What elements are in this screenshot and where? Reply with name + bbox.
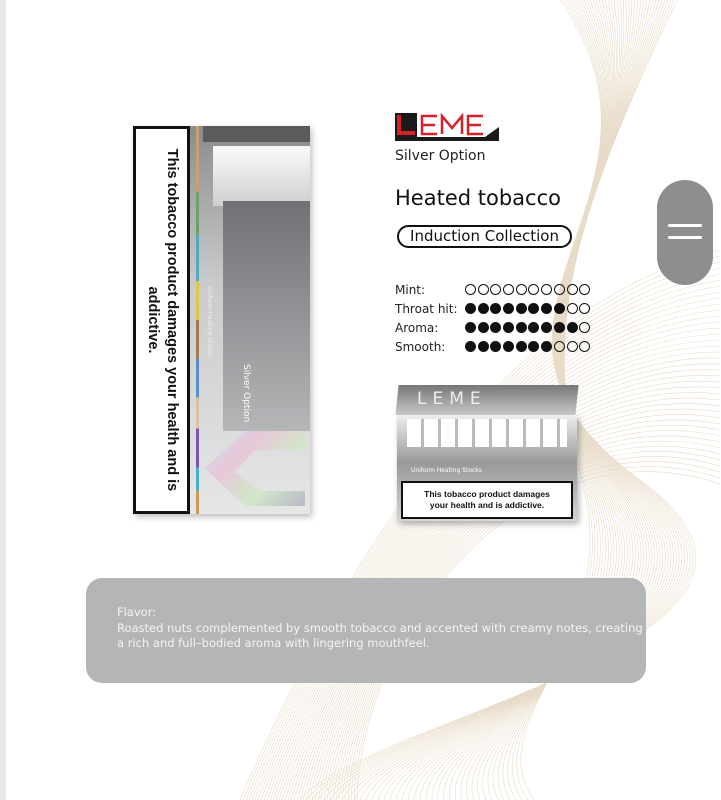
rating-dots [465, 284, 590, 295]
filled-dot-icon [528, 303, 539, 314]
empty-dot-icon [567, 341, 578, 352]
hamburger-menu-icon-line [668, 236, 702, 239]
pack-top [203, 126, 310, 142]
filled-dot-icon [567, 322, 578, 333]
empty-dot-icon [579, 322, 590, 333]
pack-option: Silver Option [241, 364, 251, 423]
empty-dot-icon [478, 284, 489, 295]
filled-dot-icon [490, 322, 501, 333]
empty-dot-icon [567, 284, 578, 295]
filled-dot-icon [503, 322, 514, 333]
box-logo: LEME [417, 389, 487, 409]
flavor-description [86, 578, 646, 683]
filled-dot-icon [465, 303, 476, 314]
filled-dot-icon [478, 322, 489, 333]
filled-dot-icon [490, 341, 501, 352]
rating-label: Smooth: [395, 340, 446, 354]
filled-dot-icon [490, 303, 501, 314]
empty-dot-icon [554, 284, 565, 295]
empty-dot-icon [465, 284, 476, 295]
empty-dot-icon [541, 284, 552, 295]
hamburger-menu-icon [668, 224, 702, 227]
empty-dot-icon [579, 284, 590, 295]
filled-dot-icon [503, 303, 514, 314]
pack-hologram [205, 431, 305, 506]
product-pack-image [133, 126, 310, 514]
collection-badge: Induction Collection [397, 225, 572, 248]
box-warning-line: your health and is addictive. [429, 500, 545, 510]
empty-dot-icon [579, 341, 590, 352]
flavor-title: Flavor: [117, 605, 157, 619]
empty-dot-icon [579, 303, 590, 314]
pack-color-stripe [196, 126, 199, 514]
empty-dot-icon [503, 284, 514, 295]
filled-dot-icon [528, 322, 539, 333]
filled-dot-icon [541, 341, 552, 352]
filled-dot-icon [465, 322, 476, 333]
filled-dot-icon [516, 322, 527, 333]
heating-sticks [407, 419, 567, 447]
empty-dot-icon [516, 284, 527, 295]
flavor-text: Roasted nuts complemented by smooth tobacco and accented with creamy notes, creating [117, 620, 643, 635]
empty-dot-icon [554, 341, 565, 352]
filled-dot-icon [554, 303, 565, 314]
filled-dot-icon [478, 341, 489, 352]
rating-dots [465, 341, 590, 352]
empty-dot-icon [528, 284, 539, 295]
empty-dot-icon [490, 284, 501, 295]
empty-dot-icon [567, 303, 578, 314]
pack-subtitle: Uniform Heating Stocks [206, 286, 213, 357]
pack-panel-dark [223, 201, 310, 431]
flavor-text: a rich and full–bodied aroma with lingering mouthfeel. [117, 636, 430, 650]
filled-dot-icon [503, 341, 514, 352]
box-warning-line: This tobacco product damages [424, 489, 550, 499]
box-subtitle: Uniform Heating Stocks [411, 467, 482, 474]
rating-label: Aroma: [395, 321, 439, 335]
filled-dot-icon [528, 341, 539, 352]
filled-dot-icon [478, 303, 489, 314]
leme-logo [395, 113, 499, 141]
filled-dot-icon [516, 303, 527, 314]
product-box-image [397, 385, 577, 521]
filled-dot-icon [516, 341, 527, 352]
rating-label: Mint: [395, 283, 426, 297]
pack-panel [213, 146, 310, 206]
box-warning [401, 481, 573, 519]
filled-dot-icon [541, 322, 552, 333]
pack-warning-panel [133, 126, 190, 514]
filled-dot-icon [541, 303, 552, 314]
variant-name: Silver Option [395, 148, 486, 164]
rating-dots [465, 322, 590, 333]
rating-dots [465, 303, 590, 314]
filled-dot-icon [465, 341, 476, 352]
box-body [397, 415, 577, 521]
menu-button[interactable] [657, 180, 713, 285]
rating-label: Throat hit: [395, 302, 458, 316]
filled-dot-icon [554, 322, 565, 333]
product-category: Heated tobacco [395, 186, 561, 210]
pack-warning-text: This tobacco product damages your health and is addictive. [144, 148, 180, 492]
